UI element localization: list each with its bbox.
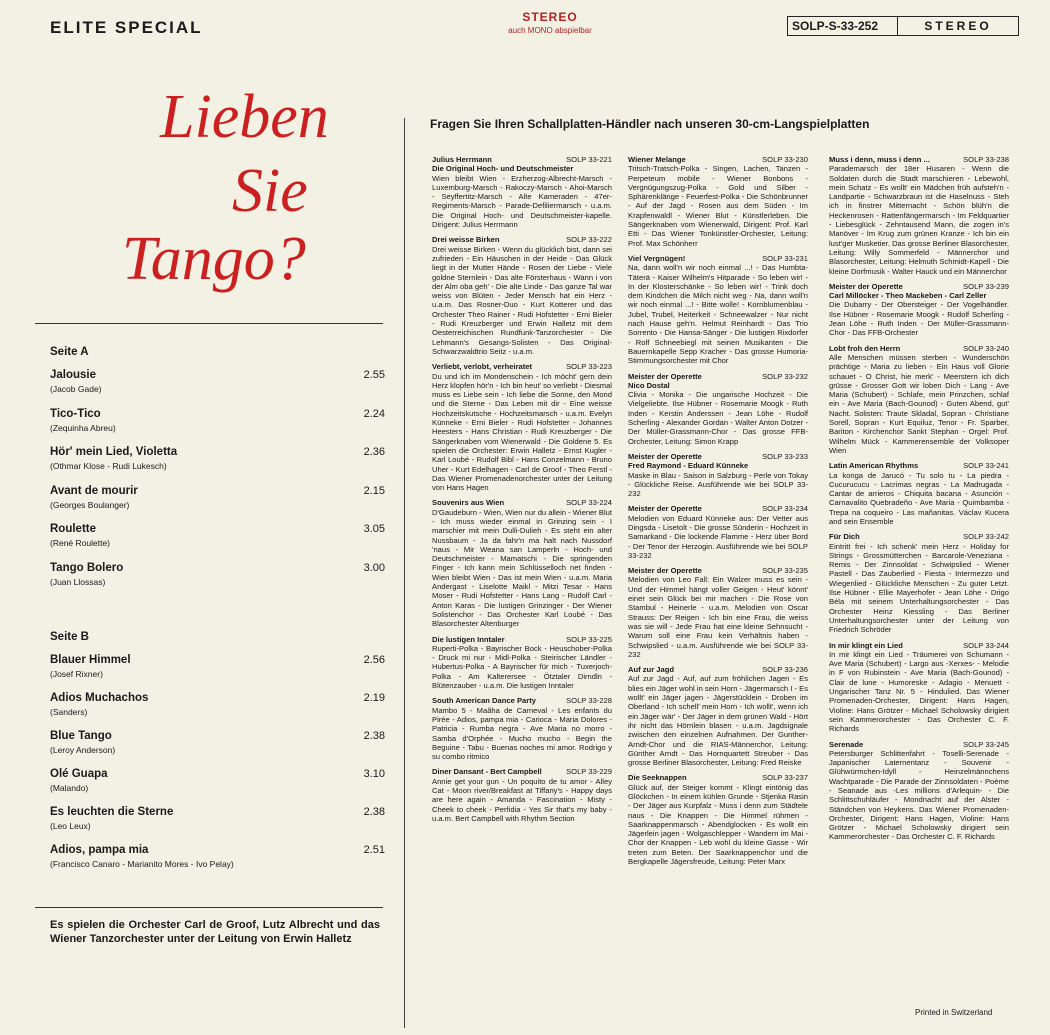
entry-text: Mambo 5 - Maãha de Carneval - Les enfants du Pirée - Adios, pampa mia - Carioca - Maria Dolores - Patricia - Rumba negra - Ave Maria no morro - Samba d'Orphée - Mucho mucho - Begin the Beguine - Tabu - Buenas noches mi amor. Rodrigo y su combo ritmico	[432, 705, 612, 762]
track-duration: 3.05	[363, 523, 385, 535]
entry-code: SOLP 33-240	[963, 343, 1009, 353]
entry-header	[628, 773, 808, 782]
catalog-stereo: STEREO	[924, 19, 992, 33]
catalog-entry	[628, 155, 808, 248]
track-title: Tango Bolero	[50, 561, 124, 574]
entry-code: SOLP 33-234	[762, 504, 808, 514]
track-composer: (Leroy Anderson)	[50, 745, 116, 755]
entry-title: Muss i denn, muss i denn ...	[829, 155, 930, 164]
catalog-entry	[628, 254, 808, 366]
entry-text: Melodien von Eduard Künneke aus: Der Vetter aus Dingsda - Lisetolt - Die grosse Sünderin - Hochzeit in Samarkand - Die lockende Flamme - Herz über Bord - Der Tenor der Herzogin. Ausführende wie bei SOLP 33-232	[628, 513, 808, 560]
catalog-entry	[829, 461, 1009, 526]
track-item	[50, 523, 385, 548]
entry-header	[432, 235, 612, 244]
track-duration: 2.38	[363, 730, 385, 742]
entry-title: South American Dance Party	[432, 696, 536, 706]
catalog-entry	[628, 665, 808, 767]
catalog-entry	[829, 740, 1009, 842]
entry-title: Wiener Melange	[628, 155, 686, 164]
entry-header	[432, 155, 612, 164]
entry-text: Ruperti-Polka - Bayrischer Bock - Heuschober-Polka - Druck mi nur - Midl-Polka - Steirischer Ländler - Hubertus-Polka - A Bayrischer für mich - Tuxerjoch-Polka - Am Kalterersee - Ötztaler Dirndln - Blütenzauber - u.a.m. Die lustigen Inntaler	[432, 643, 612, 691]
track-composer: (Georges Boulanger)	[50, 499, 130, 510]
track-composer: (Malando)	[50, 783, 89, 793]
catalog-entry	[628, 566, 808, 659]
entry-text: Du und ich im Mondenschein - Ich möcht' gern dein Herz klopfen hör'n - Ich bin heut' so verliebt - Diesmal muss es Liebe sein - Ich liebe die Sonne, den Mond und die Sterne - Das Leben mit dir - Eine weisse Hochzeitskutsche - Hochzeitsmarsch - u.a.m. Evelyn Künneke - Erni Bieler - Rudi Hofstetter - Johannes Heesters - Hans Christian - Rudi Kreuzberger - Die Sängerknaben vom Wienerwald - Die Goldene 5. Es spielen die Orchester: Erwin Halletz - Ernst Kugler - Karl Loubé - Rudolf Bibl - Hans Conzelmann - Bruno Uher - Kurt Edelhagen - Carl de Groof - Theo Ferstl - Das Wiener Promenadenorchester unter der Leitung von Hans Hagen	[432, 371, 612, 493]
track-composer: (Josef Rixner)	[50, 669, 103, 679]
entry-subtitle: Die Original Hoch- und Deutschmeister	[432, 164, 574, 174]
entry-text: Wien bleibt Wien - Erzherzog-Albrecht-Marsch - Luxemburg-Marsch - Rakoczy-Marsch - Ahoi-Marsch - Seyffertitz-Marsch - Alte Kameraden - 47er-Regiments-Marsch - Parade-Defiliermarsch - u.a.m. Die Original Hoch- und Deutschmeister-kapelle. Dirigent: Julius Herrmann	[432, 173, 612, 230]
entry-header	[829, 155, 1009, 164]
entry-text: Petersburger Schlittenfahrt - Toselli-Serenade - Japanischer Laternentanz - Souvenir - Glühwürmchen-Idyll - Heinzelmännchens Wachtparade - Die Parade der Zinnsoldaten - Poème - Seanade aus -Les millions d'Arlequin- - Die Schlittschuhläufer - Mondnacht auf der Alster - Ständchen von Heykens. Das Wiener Promenaden-Orchester, Dirigent: Hans Hagen, Violine: Hans Grötzer - Michael Scholowsky dirigiert sein Kammerorchester - Das Orchester C. F. Richards	[829, 748, 1009, 842]
entry-header	[628, 372, 808, 381]
entry-code: SOLP 33-236	[762, 665, 808, 675]
catalog-column-1	[432, 155, 612, 829]
entry-title: Verliebt, verlobt, verheiratet	[432, 362, 533, 372]
entry-subtitle: Nico Dostal	[628, 380, 670, 390]
entry-title: In mir klingt ein Lied	[829, 640, 903, 650]
catalog-entry	[829, 641, 1009, 734]
entry-subtitle: Carl Millöcker - Theo Mackeben - Carl Zeller	[829, 291, 987, 301]
mono-note: auch MONO abspielbar	[508, 26, 592, 35]
entry-code: SOLP 33-245	[963, 739, 1009, 749]
title-line-3: Tango?	[122, 225, 306, 293]
entry-subtitle: Fred Raymond - Eduard Künneke	[628, 461, 749, 471]
catalog-entry	[432, 498, 612, 628]
catalog-column-3	[829, 155, 1009, 848]
divider	[35, 323, 383, 324]
ads-headline: Fragen Sie Ihren Schallplatten-Händler nach unseren 30-cm-Langspielplatten	[430, 117, 870, 131]
entry-title: Meister der Operette	[628, 504, 702, 514]
entry-code: SOLP 33-232	[762, 371, 808, 381]
catalog-entry	[432, 767, 612, 823]
entry-title: Die Seeknappen	[628, 773, 687, 783]
entry-text: D'Gaudeburn - Wien, Wien nur du allein - Wiener Blut - Ich muss wieder einmal in Grinzing sein - I marschier mit mein Dulli-Dulieh - Es steht ein alter Nussbaum - Ja da fahr'n ma halt nach Nussdorf 'naus - Mir Weana san Lamperln - Hoch- und Deutschmeister - Mamatschi - Die springenden Finger - Ich kann mein Schlüsselloch net finden - Wien bleibt Wien - Das ist mein Wien - u.a.m. Maria Andergast - Liselotte Maikl - Mitzi Tesar - Hans Moser - Rudi Hofstetter - Hans Lang - Rudolf Carl - Anton Karas - Die lustigen Grinzinger - Der Wiener Solistenchor - Das Orchester Karl Loubé - Das Blasorchester Altenburger	[432, 507, 612, 629]
entry-text: Maske in Blau - Saison in Salzburg - Perle von Tokay - Glückliche Reise. Ausführende wie bei SOLP 33-232	[628, 470, 808, 499]
title-line-2: Sie	[232, 157, 308, 225]
entry-header	[432, 362, 612, 371]
track-duration: 2.19	[363, 692, 385, 704]
entry-text: Na, dann woll'n wir noch einmal ...! - Das Humbta-Täterä - Kaiser Wilhelm's Hitparade - So leben wir! - In der Klosterschänke - So leben wir! - Trink doch dem Kindchen die Milch nicht weg - Na, dann woll'n wir noch einmal ...! - Bitte wolle! - Kornblumenblau - Jubel, Trubel, Heiterkeit - Schneewalzer - Nur nicht nach Hause geh'n. Helmut Reinhardt - Das Trio Sorrento - Die Hansa-Sänger - Die lustigen Rixdorfer - Rolf Schneebiegl mit seinen Musikanten - Die Bauernkapelle Sepp Kracher - Das grosse Humoria-Stimmungsorchester mit Chor	[628, 263, 808, 366]
track-item	[50, 692, 385, 717]
entry-header	[432, 635, 612, 644]
entry-header	[628, 452, 808, 461]
entry-code: SOLP 33-224	[566, 498, 612, 508]
entry-code: SOLP 33-239	[963, 281, 1009, 291]
track-duration: 2.36	[363, 446, 385, 458]
track-duration: 2.51	[363, 844, 385, 856]
entry-text: Drei weisse Birken - Wenn du glücklich bist, dann sei zufrieden - Ein Häuschen in der Heide - Das Glück liegt in der Mutter Hände - Rosen der Liebe - Viele goldne Sternlein - Das alte Försterhaus - Wann i von der Alm oba geh' - Die alte Linde - Das ganze Tal war weiss von Blüten - Jeder Mensch hat ein Herz - u.a.m. Das Rosner-Duo - Kurt Kotterer und das Orchester Theo Rainer - Rudi Hofstetter - Erni Bieler - Rudi Kreuzberger und Erwin Halletz mit dem Oesterreichischen Rundfunk-Tanzorchester - Die Lehmann's Gesangs-Solisten - Das Original-Schwarzwaldtrio Seitz - u.a.m.	[432, 244, 612, 356]
track-item	[50, 408, 385, 433]
entry-code: SOLP 33-231	[762, 253, 808, 263]
track-composer: (Othmar Klose - Rudi Lukesch)	[50, 461, 167, 471]
entry-title: Meister der Operette	[829, 281, 903, 291]
catalog-entry	[829, 155, 1009, 276]
entry-code: SOLP 33-221	[566, 155, 612, 164]
stereo-stamp	[505, 10, 595, 35]
catalog-entry	[432, 362, 612, 492]
track-title: Hör' mein Lied, Violetta	[50, 446, 178, 458]
track-item	[50, 844, 385, 869]
printed-note: Printed in Switzerland	[915, 1008, 993, 1017]
track-duration: 2.15	[363, 484, 385, 497]
entry-header	[432, 767, 612, 776]
track-title: Blauer Himmel	[50, 654, 131, 666]
series-label: ELITE SPECIAL	[50, 18, 203, 37]
entry-code: SOLP 33-244	[963, 640, 1009, 650]
entry-text: Clivia - Monika - Die ungarische Hochzeit - Die Vielgeliebte. Ilse Hübner - Rosemarie Moogk - Ruth Inden - Kerstin Anderssen - Jean Löhe - Rudolf Scherling - Alexander Gordan - Walter Anton Dotzer - Der Müller-Grassmann-Chor - Das grosse FFB-Orchester, Leitung: Simon Krapp	[628, 390, 808, 446]
track-duration: 2.55	[363, 369, 385, 381]
entry-text: Melodien von Leo Fall: Ein Walzer muss es sein - Und der Himmel hängt voller Geigen - Heut' könnt' einer sein Glück bei mir machen - Die Rose von Stambul - Heinerle - u.a.m. Melodien von Oscar Strauss: Der Reigen - Ich bin eine Frau, die weiss was sie will - Jede Frau hat eine kleine Sehnsucht - Warum soll eine Frau kein Verhältnis haben - Schwipslied - u.a.m. Ausführende wie bei SOLP 33-232	[628, 575, 808, 659]
vertical-divider	[404, 118, 405, 1028]
entry-text: Die Dubarry - Der Obersteiger - Der Vogelhändler. Ilse Hübner - Rosemarie Moogk - Rudolf Scherling - Jean Löhe - Ruth Inden - Der Müller-Grassmann-Chor - Das FFB-Orchester	[829, 300, 1009, 338]
entry-text: Tritsch-Tratsch-Polka - Singen, Lachen, Tanzen - Perpeteum mobile - Wiener Bonbons - Vergnügungszug-Polka - Gold und Silber - Sphärenklänge - Feuerfest-Polka - Die Schönbrunner - Auf der Jagd - Rosen aus dem Süden - Im Krapfenwaldl - Wiener Blut - Künstlerleben. Die Sängerknaben vom Wienerwald, Dirigent: Prof. Karl Etti - Das Wiener Tonkünstler-Orchester, Leitung: Prof. Max Schönherr	[628, 164, 808, 248]
catalog-entry	[829, 532, 1009, 634]
track-composer: (Francisco Canaro - Marianito Mores - Ivo Pelay)	[50, 859, 234, 869]
track-title: Blue Tango	[50, 730, 112, 742]
catalog-number: SOLP-S-33-252	[788, 17, 898, 35]
track-item	[50, 806, 385, 831]
stereo-label: STEREO	[522, 10, 578, 24]
entry-title: Meister der Operette	[628, 451, 702, 461]
entry-header	[628, 665, 808, 674]
entry-code: SOLP 33-242	[963, 532, 1009, 542]
track-title: Olé Guapa	[50, 768, 108, 780]
catalog-entry	[432, 696, 612, 761]
entry-code: SOLP 33-229	[566, 767, 612, 777]
entry-header	[829, 461, 1009, 470]
catalog-entry	[829, 282, 1009, 338]
track-item	[50, 654, 385, 679]
catalog-entry	[432, 155, 612, 229]
entry-code: SOLP 33-222	[566, 235, 612, 245]
entry-header	[829, 282, 1009, 291]
entry-code: SOLP 33-235	[762, 566, 808, 576]
entry-header	[829, 641, 1009, 650]
entry-header	[432, 498, 612, 507]
track-title: Roulette	[50, 523, 96, 535]
entry-title: Drei weisse Birken	[432, 235, 500, 245]
track-duration: 2.24	[363, 407, 385, 420]
entry-code: SOLP 33-238	[963, 155, 1009, 164]
entry-text: Parademarsch der 18er Husaren - Wenn die Soldaten durch die Stadt marschieren - Lebewohl, mein Schatz - Es wollt' ein Mädchen früh aufsteh'n - Landpartie - Schwarzbraun ist die Haselnuss - Steh ich in finstrer Mitternacht - Schön blüh'n die Heckenrosen - Rattenfängermarsch - Im Feldquartier - Liebesglück - Zehntausend Mann, die zogen in's Manöver - Im Krug zum grünen Kranze - Ich bin ein lust'ger Musketier. Das grosse Berliner Blasorchester, Leitung: Willy Sommerfeld - Männerchor und Blasorchester, Leitung: Helmuth Schmidt-Kapell - Die kleine Dorfmusik - Walter Hauck und ein Männerchor	[829, 164, 1009, 276]
entry-text: Annie get your gun - Un poquito de tu amor - Alley Cat - Moon river/Breakfast at Tiffany's - Happy days are here again - Amanda - Fascination - Misty - Cheek to cheek - Perfidia - Yes Sir that's my baby - u.a.m. Bert Campbell with Rhythm Section	[432, 776, 612, 823]
entry-header	[829, 740, 1009, 749]
track-item	[50, 768, 385, 793]
side-b-heading: Seite B	[50, 631, 89, 643]
entry-title: Lobt froh den Herrn	[829, 343, 901, 353]
entry-header	[829, 532, 1009, 541]
catalog-column-2	[628, 155, 808, 872]
entry-text: Alle Menschen müssen sterben - Wunderschön prächtige - Maria zu lieben - Ein Haus voll Glorie schauet - O Christ, hie merk' - Meerstern ich dich grüsse - Grosser Gott wir loben Dich - Lang - Ave Maria (Schubert) - Schlafe, mein Prinzchen, schlaf ein - Ave Maria (Bach-Gounod) - Guten Abend, gut' Nacht. Solisten: Traute Skladal, Sopran - Christiane Sorell, Sopran - Kurt Equiluz, Tenor - Fr. Sparber, Bariton - Kirchenchor Sankt Stephan - Orgel: Prof. Wilhelm Mück - Kammerensemble der Volksoper Wien	[829, 352, 1009, 455]
catalog-entry	[829, 344, 1009, 456]
track-duration: 3.00	[363, 561, 385, 574]
track-title: Tico-Tico	[50, 407, 101, 420]
catalog-entry	[432, 635, 612, 691]
entry-title: Souvenirs aus Wien	[432, 498, 505, 508]
entry-title: Die lustigen Inntaler	[432, 634, 505, 644]
track-composer: (René Roulette)	[50, 538, 111, 548]
catalog-entry	[628, 372, 808, 446]
catalog-entry	[628, 773, 808, 866]
entry-code: SOLP 33-223	[566, 362, 612, 372]
track-item	[50, 562, 385, 587]
entry-header	[628, 504, 808, 513]
entry-title: Für Dich	[829, 532, 860, 542]
entry-title: Meister der Operette	[628, 566, 702, 576]
title-line-1: Lieben	[160, 83, 329, 151]
entry-text: Auf zur Jagd - Auf, auf zum fröhlichen Jagen - Es blies ein Jäger wohl in sein Horn - Jägermarsch I - Es wollt' ein Jäger jagen - Jägerstücklein - Droben im Oberland - Ich schell' mein Horn - Ich wollt', wenn ich ein Jäger wär' - Der Jäger in dem grünen Wald - Hört ihr nicht das Hörnlein blasen - u.a.m. Jagdsignale zwischen den einzelnen Aufnahmen. Der Gunther-Arndt-Chor und die RIAS-Männerchor, Leitung: Günther Arndt - Das Hornquartett Streuber - Das grosse Berliner Blasorchester, Leitung: Fred Reiske	[628, 674, 808, 768]
track-title: Adios Muchachos	[50, 692, 149, 704]
track-item	[50, 446, 385, 471]
track-composer: (Jacob Gade)	[50, 384, 102, 394]
divider	[35, 907, 383, 908]
entry-code: SOLP 33-233	[762, 451, 808, 461]
entry-title: Diner Dansant - Bert Campbell	[432, 767, 542, 777]
track-duration: 2.38	[363, 806, 385, 818]
catalog-entry	[432, 235, 612, 356]
entry-text: Glück auf, der Steiger kommt - Klingt eintönig das Glöckchen - In einem kühlen Grunde - Stjenka Rasin - Der Jäger aus Kurpfalz - Muss i denn zum Städtele naus - Die Knappen - Die Himmel rühmen - Saarknappenmarsch - Abendglocken - Es wollt ein Jägerlein jagen - Wolgaschlepper - Wandern im Mai - Chor der Knappen - Leb wohl du kleine Gasse - Wir treten zum Beten. Der Saarknappenchor und die Bergkapelle Jägersfreude, Leitung: Peter Marx	[628, 782, 808, 867]
entry-header	[432, 696, 612, 705]
entry-title: Serenade	[829, 739, 864, 749]
track-item	[50, 485, 385, 510]
track-duration: 2.56	[363, 654, 385, 666]
track-duration: 3.10	[363, 768, 385, 780]
track-title: Avant de mourir	[50, 484, 138, 497]
entry-header	[628, 566, 808, 575]
catalog-entry	[628, 504, 808, 560]
entry-code: SOLP 33-228	[566, 696, 612, 706]
credits-text: Es spielen die Orchester Carl de Groof, Lutz Albrecht und das Wiener Tanzorchester unter der Leitung von Erwin Halletz	[50, 919, 380, 945]
track-composer: (Sanders)	[50, 707, 88, 717]
entry-title: Meister der Operette	[628, 371, 702, 381]
track-composer: (Leo Leux)	[50, 821, 91, 831]
entry-title: Julius Herrmann	[432, 155, 492, 164]
track-title: Es leuchten die Sterne	[50, 806, 174, 818]
catalog-box	[787, 16, 1019, 36]
track-title: Jalousie	[50, 369, 97, 381]
track-composer: (Juan Llossas)	[50, 576, 106, 587]
track-composer: (Zequinha Abreu)	[50, 422, 116, 433]
entry-code: SOLP 33-241	[963, 461, 1009, 471]
entry-text: In mir klingt ein Lied - Träumerei von Schumann - Ave Maria (Schubert) - Largo aus -Xerxes- - Melodie in F von Rubinstein - Ave Maria (Bach-Gounod) - Clair de lune - Humoreske - Adagio - Menuett - Ungarischer Tanz Nr. 5 - Hindulied. Das Wiener Promenaden-Orchester, Dirigent: Hans Hagen, Violine: Hans Grötzer - Michael Scholowsky dirigiert sein Kammerorchester - Das Orchester C. F. Richards	[829, 649, 1009, 734]
side-a-heading: Seite A	[50, 346, 89, 358]
track-item	[50, 369, 385, 394]
entry-header	[628, 155, 808, 164]
entry-text: Eintritt frei - Ich schenk' mein Herz - Holiday for Strings - Grossmütterchen - Barcarole-Veneziana - Remis - Der Zinnsoldat - Schwipslied - Wiener Pastell - Das Zauberlied - Fiesta - Intermezzo und Wiegenlied - Glückliche Menschen - Zu guter Letzt. Ilse Hübner - Ellie Mayerhofer - Jean Löhe - Drigo Béla mit seinem Unterhaltungsorchester - Das Orchester Heinz Kiessling - Das Berliner Unterhaltungsorchester unter der Leitung von Friedrich Schröder	[829, 541, 1009, 635]
entry-title: Auf zur Jagd	[628, 665, 674, 675]
entry-code: SOLP 33-230	[762, 155, 808, 164]
entry-header	[829, 344, 1009, 353]
entry-text: La konga de Jarucó - Tu solo tu - La piedra - Cucurucucu - Lacrimas negras - La Madrugada - Cantar de arrieros - Chiquita bacana - Asunción - Carnavalito Quebradeño - Ave Maria - Quimbamba - Trepa na coqueiro - Las mañanitas. Václav Kucera and sein Ensemble	[829, 470, 1009, 526]
track-title: Adios, pampa mia	[50, 844, 149, 856]
entry-code: SOLP 33-225	[566, 634, 612, 644]
track-item	[50, 730, 385, 755]
catalog-entry	[628, 452, 808, 498]
entry-title: Viel Vergnügen!	[628, 253, 686, 263]
entry-title: Latin American Rhythms	[829, 461, 919, 471]
entry-header	[628, 254, 808, 263]
entry-code: SOLP 33-237	[762, 773, 808, 783]
